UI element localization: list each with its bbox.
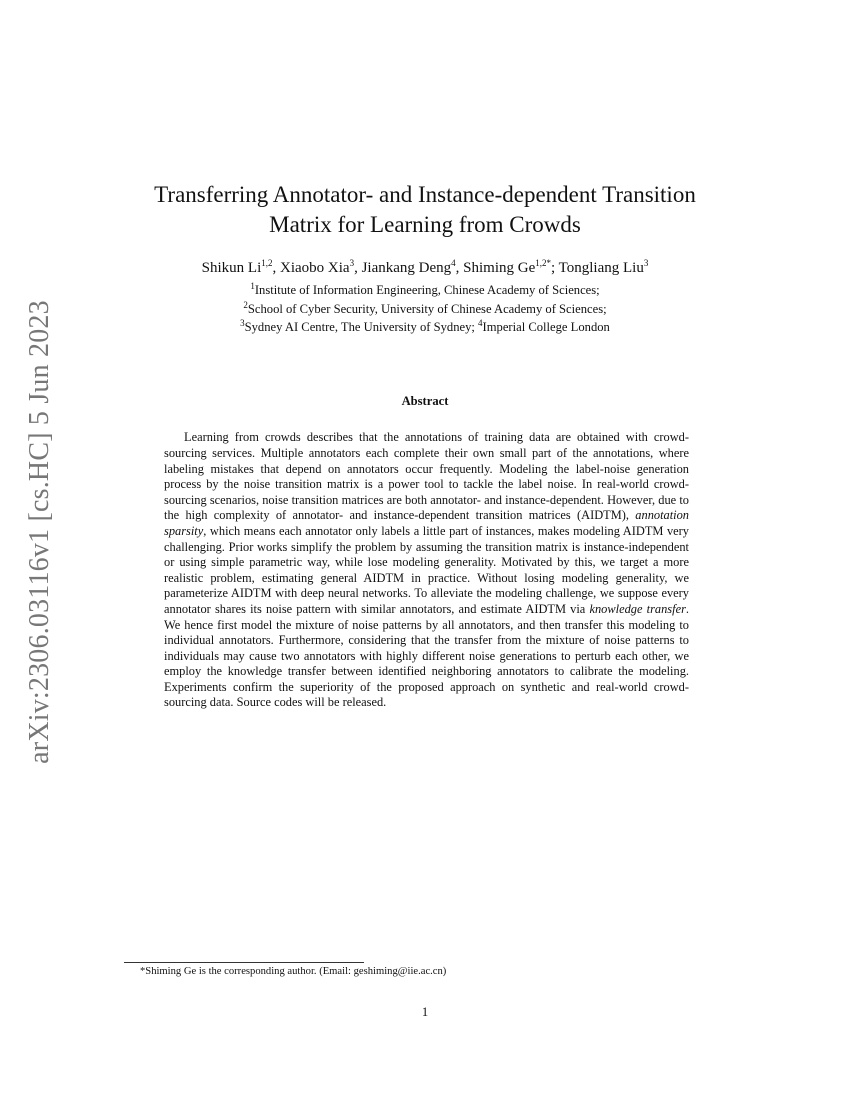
abstract-emphasis: knowledge transfer — [589, 601, 686, 616]
title-line: Matrix for Learning from Crowds — [269, 212, 581, 237]
title-line: Transferring Annotator- and Instance-dependent Transition — [154, 182, 696, 207]
footnote-rule — [124, 962, 364, 963]
author-affiliation-marker: 1,2* — [535, 258, 551, 268]
author-affiliation-marker: 3 — [643, 258, 649, 268]
abstract-text: Learning from crowds describes that the annotations of training data are obtained with crowd-sourcing services. Multiple annotators each complete their own small part of the annotations, where labeling mistakes that depend on annotators occur frequently. Modeling the label-noise generation process by the noise transition matrix is a power tool to tackle the label noise. In real-world crowd-sourcing scenarios, noise transition matrices are both annotator- and instance-dependent. However, due to the high complexity of annotator- and instance-dependent transition matrices (AIDTM), — [164, 430, 689, 523]
author-separator: ; — [550, 260, 559, 276]
footnote: *Shiming Ge is the corresponding author. (Email: geshiming@iie.ac.cn) — [140, 966, 447, 977]
abstract-text: , which means each annotator only labels a little part of instances, makes modeling AIDTM very challenging. Prior works simplify the problem by assuming the transition matrix is instance-independent or using simple parametric way, while lose modeling generality. Motivated by this, we target a more realistic problem, estimating general AIDTM in practice. Without losing modeling generality, we parameterize AIDTM with deep neural networks. To alleviate the modeling challenge, we suppose every annotator shares its noise pattern with similar annotators, and estimate AIDTM via — [164, 523, 689, 616]
author-name: Tongliang Liu — [558, 260, 644, 276]
affiliations — [0, 281, 850, 337]
author — [362, 260, 464, 276]
author-name: Shikun Li — [201, 260, 262, 276]
affiliation-text: School of Cyber Security, University of Chinese Academy of Sciences; — [247, 301, 607, 316]
author-affiliation-marker: 3 — [349, 258, 355, 268]
author-name: Jiankang Deng — [361, 260, 452, 276]
affiliation — [0, 281, 850, 300]
affiliation-marker: 3 — [240, 317, 245, 328]
affiliation-marker: 1 — [250, 280, 255, 291]
abstract-body — [164, 430, 689, 711]
affiliation-text: Imperial College London — [482, 320, 610, 334]
abstract-heading: Abstract — [401, 394, 449, 408]
author-separator: , — [272, 260, 280, 276]
author-list — [0, 258, 850, 278]
affiliation — [0, 300, 850, 319]
page-number: 1 — [421, 1005, 429, 1019]
author-affiliation-marker: 4 — [451, 258, 456, 268]
affiliation-text: Sydney AI Centre, The University of Sydney; — [244, 320, 479, 334]
author-separator: , — [354, 260, 362, 276]
affiliation-marker: 4 — [478, 317, 483, 328]
affiliation-marker: 2 — [243, 299, 248, 310]
arxiv-identifier: arXiv:2306.03116v1 [cs.HC] 5 Jun 2023 — [24, 300, 55, 764]
author — [280, 260, 362, 276]
paper-title — [0, 180, 850, 240]
author-name: Xiaobo Xia — [280, 260, 350, 276]
author-separator: , — [455, 260, 464, 276]
affiliation — [0, 318, 850, 337]
author — [202, 260, 280, 276]
abstract-text: . We hence first model the mixture of noise patterns by all annotators, and then transfer this modeling to individual annotators. Furthermore, considering that the transfer from the mixture of noise patterns to individuals may cause two annotators with highly different noise generations to perturb each other, we employ the knowledge transfer between identified neighboring annotators to calibrate the modeling. Experiments confirm the superiority of the proposed approach on synthetic and real-world crowd-sourcing data. Source codes will be released. — [164, 601, 689, 710]
affiliation-text: Institute of Information Engineering, Chinese Academy of Sciences; — [254, 283, 600, 297]
abstract-emphasis: annotation sparsity — [164, 508, 689, 538]
author-affiliation-marker: 1,2 — [261, 258, 273, 268]
author-name: Shiming Ge — [463, 260, 536, 276]
author — [559, 260, 649, 276]
author — [463, 260, 559, 276]
